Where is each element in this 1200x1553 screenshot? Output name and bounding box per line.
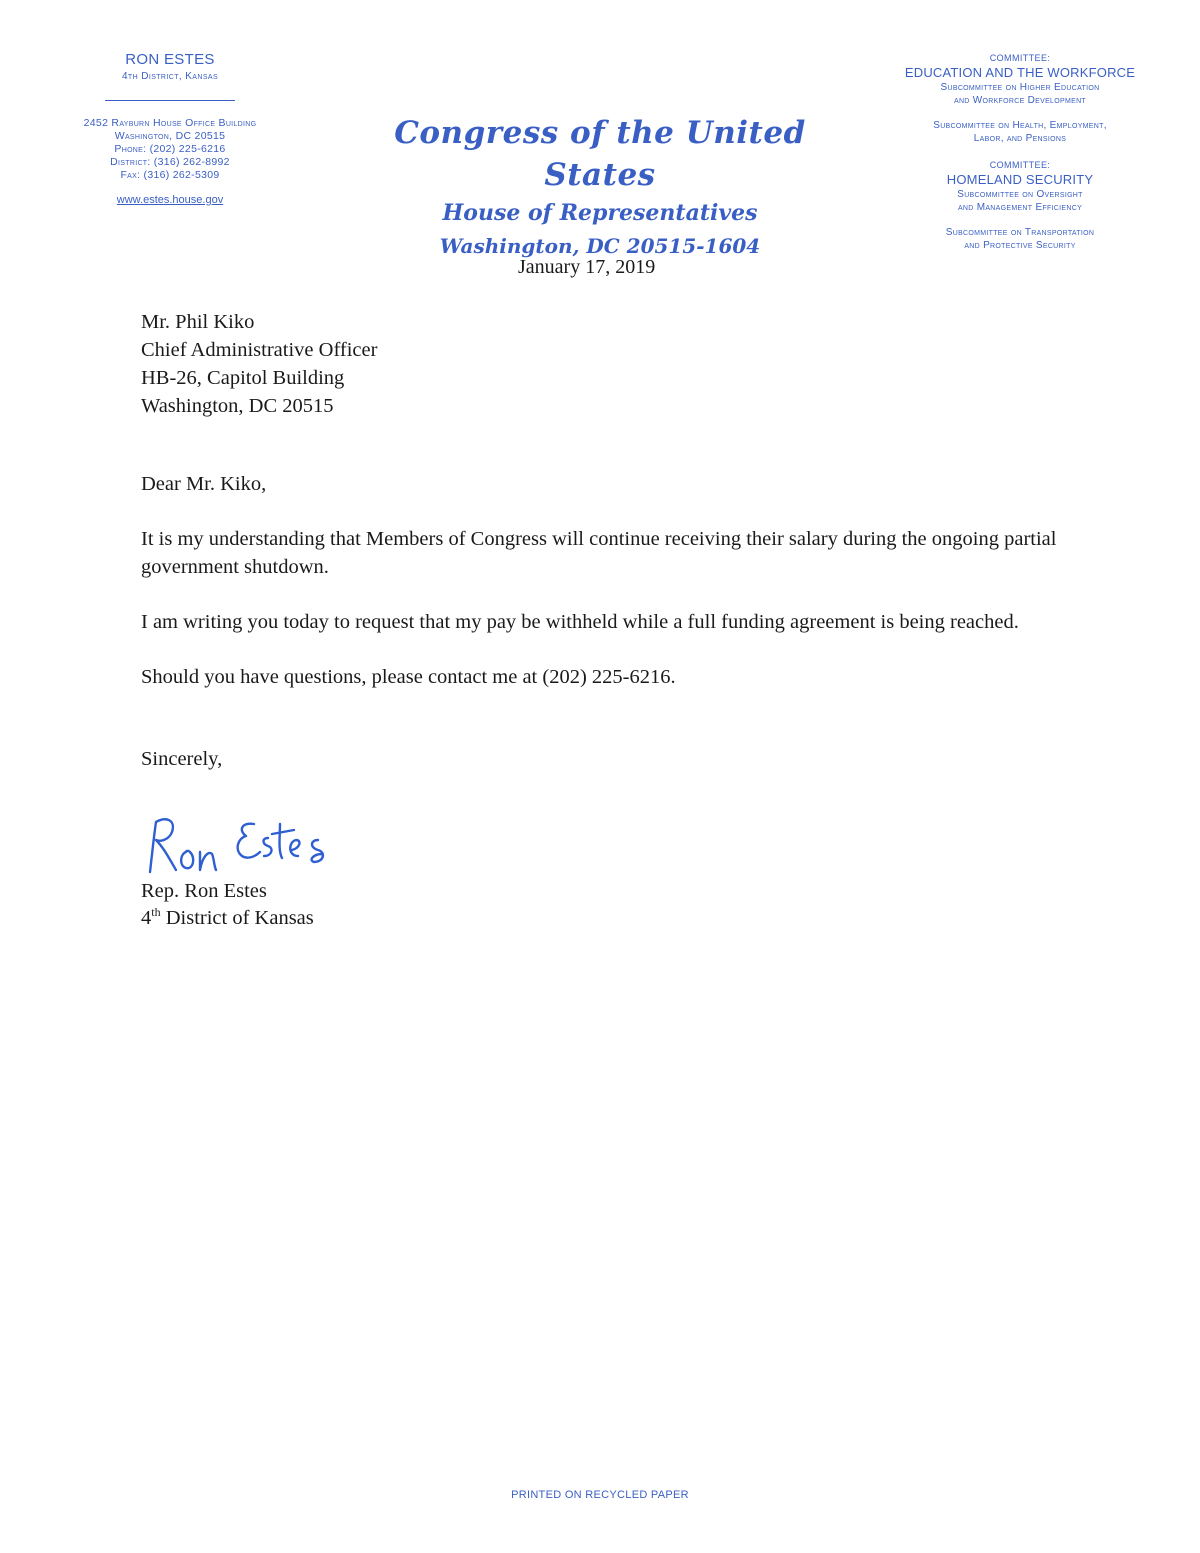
recipient-title: Chief Administrative Officer bbox=[141, 339, 378, 361]
subcommittee-line: and Management Efficiency bbox=[957, 202, 1083, 213]
subcommittee-line: Subcommittee on Health, Employment, bbox=[933, 120, 1107, 131]
handwritten-signature bbox=[142, 810, 362, 882]
committee-label: COMMITTEE: bbox=[989, 53, 1051, 63]
subcommittee-line: Subcommittee on Transportation bbox=[945, 227, 1095, 238]
subcommittee-line: and Workforce Development bbox=[953, 95, 1086, 106]
subcommittee-line: Labor, and Pensions bbox=[973, 133, 1067, 144]
committee-label: COMMITTEE: bbox=[989, 160, 1051, 170]
letterhead-committees bbox=[890, 52, 1150, 252]
subcommittee-line: and Protective Security bbox=[964, 240, 1076, 251]
subcommittee bbox=[890, 226, 1150, 252]
member-name: RON ESTES bbox=[125, 51, 215, 68]
address-line: Washington, DC 20515 bbox=[114, 130, 226, 142]
committee-name: EDUCATION AND THE WORKFORCE bbox=[904, 65, 1136, 80]
subcommittee bbox=[890, 81, 1150, 107]
divider bbox=[105, 100, 235, 101]
subcommittee-line: Subcommittee on Oversight bbox=[957, 189, 1083, 200]
letter-date: January 17, 2019 bbox=[518, 256, 656, 278]
recipient-address-line: Washington, DC 20515 bbox=[141, 395, 334, 417]
letterhead-member-info bbox=[50, 50, 290, 206]
letterhead-title bbox=[340, 112, 860, 262]
recipient-name: Mr. Phil Kiko bbox=[141, 311, 255, 333]
subcommittee-line: Subcommittee on Higher Education bbox=[940, 82, 1100, 93]
house-title: House of Representatives bbox=[442, 200, 758, 226]
body-paragraph: Should you have questions, please contact me at (202) 225-6216. bbox=[141, 666, 676, 688]
committee-name: HOMELAND SECURITY bbox=[946, 172, 1094, 187]
fax-line: Fax: (316) 262-5309 bbox=[120, 169, 220, 181]
body-paragraph: I am writing you today to request that my pay be withheld while a full funding agreement is being reached. bbox=[141, 611, 1019, 633]
office-address bbox=[50, 117, 290, 182]
house-address: Washington, DC 20515-1604 bbox=[439, 234, 761, 258]
address-line: 2452 Rayburn House Office Building bbox=[83, 117, 257, 129]
letter-body bbox=[141, 308, 1071, 773]
subcommittee bbox=[890, 119, 1150, 145]
recycled-paper-notice: PRINTED ON RECYCLED PAPER bbox=[511, 1489, 689, 1501]
closing: Sincerely, bbox=[141, 748, 223, 770]
district-text: District of Kansas bbox=[160, 907, 314, 929]
district-phone-line: District: (316) 262-8992 bbox=[110, 156, 230, 168]
website-link[interactable]: www.estes.house.gov bbox=[116, 194, 224, 206]
district-number: 4 bbox=[141, 907, 152, 929]
recipient-address-line: HB-26, Capitol Building bbox=[141, 367, 345, 389]
recipient-address bbox=[141, 308, 1071, 420]
body-paragraph: It is my understanding that Members of Congress will continue receiving their salary during the ongoing partial government shutdown. bbox=[141, 528, 1057, 578]
salutation: Dear Mr. Kiko, bbox=[141, 473, 267, 495]
signer-block bbox=[141, 878, 314, 932]
signer-district bbox=[141, 905, 314, 932]
phone-line: Phone: (202) 225-6216 bbox=[114, 143, 226, 155]
subcommittee bbox=[890, 188, 1150, 214]
member-district: 4th District, Kansas bbox=[121, 71, 219, 82]
congress-title: Congress of the United States bbox=[394, 115, 806, 193]
district-ordinal-suffix: th bbox=[151, 905, 161, 919]
signer-name: Rep. Ron Estes bbox=[141, 880, 267, 902]
